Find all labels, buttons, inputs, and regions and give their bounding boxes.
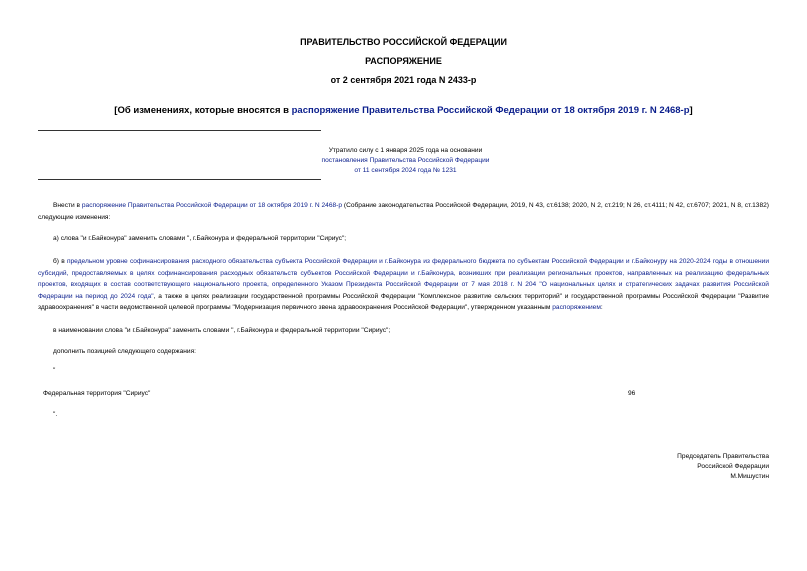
document-title	[0, 105, 807, 116]
signature-position-1: Председатель Правительства	[677, 453, 769, 460]
document-type: РАСПОРЯЖЕНИЕ	[365, 56, 442, 66]
paragraph-intro-text: Внести в	[53, 202, 82, 209]
divider-top	[38, 130, 321, 131]
link-order[interactable]: распоряжением	[552, 304, 601, 311]
signature-position-2: Российской Федерации	[697, 463, 769, 470]
table-row-name: Федеральная территория "Сириус"	[43, 390, 151, 397]
paragraph-a: а) слова "и г.Байконура" заменить словами ", г.Байконура и федеральной территории "Сириус";	[53, 235, 347, 242]
title-text-open: [Об изменениях, которые вносятся в	[114, 105, 292, 116]
quote-open: "	[53, 367, 56, 374]
repeal-notice-text: Утратило силу с 1 января 2025 года на основании	[328, 147, 483, 154]
repeal-notice-link-decree[interactable]: постановления Правительства Российской Федерации	[321, 157, 490, 164]
paragraph-name-change: в наименовании слова "и г.Байконура" заменить словами ", г.Байконура и федеральной территории "Сириус";	[53, 327, 391, 334]
divider-bottom	[38, 179, 321, 180]
document-date-number: от 2 сентября 2021 года N 2433-р	[330, 75, 477, 85]
paragraph-b-text-end: , а также в целях реализации государственной программы Российской Федерации "Комплексное развитие сельских территорий" и государственной программы Российской Федерации "Развитие здравоохранения" в части ведомственной целевой программы "Модернизация первичного звена здравоохранения Российской Федерации", утвержденном указанным	[38, 292, 769, 311]
quote-close: ".	[53, 411, 58, 418]
title-text-close: ]	[689, 105, 693, 116]
paragraph-intro-text-end: (Собрание законодательства Российской Федерации, 2019, N 43, ст.6138; 2020, N 2, ст.219; N 26, ст.4111; N 42, ст.6707; 2021, N 8, ст.1382) следующие изменения:	[38, 202, 769, 221]
signature-name: М.Мишустин	[730, 473, 769, 480]
table-row-value: 96	[628, 390, 636, 397]
paragraph-add-position: дополнить позицией следующего содержания:	[53, 348, 196, 355]
paragraph-b-text: б) в	[53, 258, 67, 265]
paragraph-b	[38, 256, 769, 314]
link-cofinancing-level[interactable]: предельном уровне софинансирования расходного обязательства субъекта Российской Федерации и г.Байконура из федерального бюджета по субъектам Российской Федерации и г.Байконуру на 2020-2024 годы	[66, 258, 728, 265]
repeal-notice	[38, 146, 773, 176]
title-link-amended-order[interactable]: распоряжение Правительства Российской Федерации от 18 октября 2019 г. N 2468-р	[291, 105, 690, 116]
paragraph-b-highlight[interactable]: в отношении субсидий, предоставляемых в целях софинансирования расходных обязательств субъектов Российской Федерации и г.Байконура, возникших при реализации региональных проектов, направленных на реализацию федеральных проектов, входящих в состав соответствующего национального проекта, определенного Указом Президента Российской Федерации от 7 мая 2018 г. N 204 "О национальных целях и стратегических задачах развития Российской Федерации на период до 2024 года"	[38, 258, 770, 300]
paragraph-b-close: :	[600, 304, 603, 311]
signature-block	[677, 452, 769, 482]
repeal-notice-link-date[interactable]: от 11 сентября 2024 года № 1231	[354, 167, 457, 174]
government-name: ПРАВИТЕЛЬСТВО РОССИЙСКОЙ ФЕДЕРАЦИИ	[300, 37, 507, 47]
link-amended-order[interactable]: распоряжение Правительства Российской Федерации от 18 октября 2019 г. N 2468-р	[81, 202, 343, 209]
paragraph-intro	[38, 200, 769, 223]
